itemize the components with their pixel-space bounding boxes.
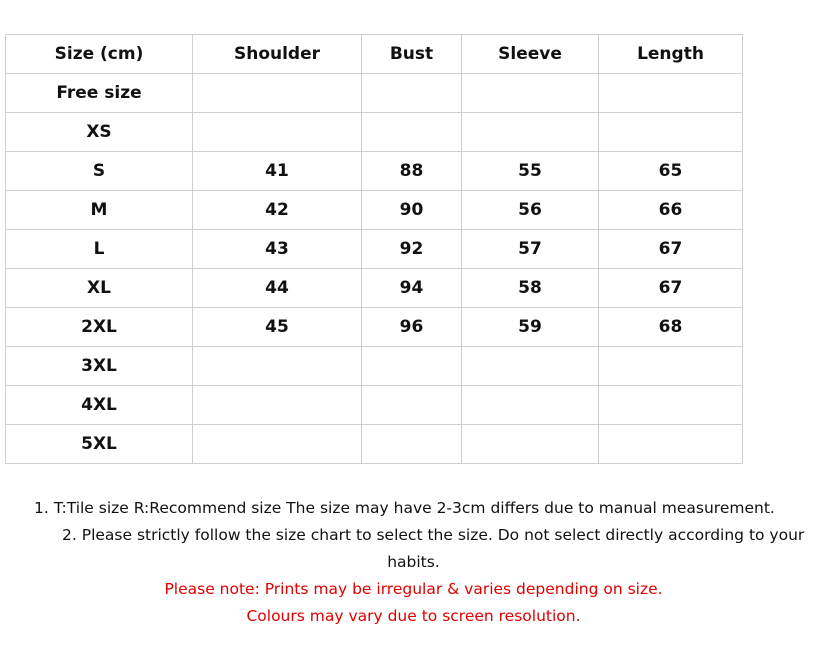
table-cell xyxy=(599,74,743,113)
table-cell: 5XL xyxy=(6,425,193,464)
table-cell: 43 xyxy=(193,230,362,269)
table-row xyxy=(6,269,743,308)
table-cell: 45 xyxy=(193,308,362,347)
table-row xyxy=(6,113,743,152)
table-cell xyxy=(462,386,599,425)
table-row xyxy=(6,425,743,464)
table-cell: L xyxy=(6,230,193,269)
table-cell: 88 xyxy=(362,152,462,191)
table-row xyxy=(6,308,743,347)
table-cell xyxy=(362,113,462,152)
table-cell xyxy=(599,425,743,464)
column-header: Length xyxy=(599,35,743,74)
table-cell xyxy=(362,74,462,113)
table-row xyxy=(6,152,743,191)
table-cell: 57 xyxy=(462,230,599,269)
table-cell: 67 xyxy=(599,269,743,308)
table-cell xyxy=(462,74,599,113)
table-cell xyxy=(462,425,599,464)
table-cell xyxy=(362,386,462,425)
note-line-1: 1. T:Tile size R:Recommend size The size may have 2-3cm differs due to manual measurement. xyxy=(34,499,775,517)
column-header: Bust xyxy=(362,35,462,74)
table-cell xyxy=(193,347,362,386)
column-header: Sleeve xyxy=(462,35,599,74)
table-cell: 96 xyxy=(362,308,462,347)
table-cell xyxy=(193,74,362,113)
table-cell: 59 xyxy=(462,308,599,347)
table-cell: 94 xyxy=(362,269,462,308)
column-header: Shoulder xyxy=(193,35,362,74)
table-cell xyxy=(599,347,743,386)
table-cell: 44 xyxy=(193,269,362,308)
print-warning: Please note: Prints may be irregular & varies depending on size. xyxy=(164,580,663,598)
table-cell xyxy=(599,113,743,152)
table-cell xyxy=(193,113,362,152)
table-row xyxy=(6,386,743,425)
table-row xyxy=(6,230,743,269)
table-cell xyxy=(362,425,462,464)
colour-warning: Colours may vary due to screen resolution. xyxy=(246,607,581,625)
table-cell: 65 xyxy=(599,152,743,191)
table-header-row xyxy=(6,35,743,74)
note-line-2-continued: habits. xyxy=(387,553,440,571)
table-cell: 3XL xyxy=(6,347,193,386)
table-cell xyxy=(462,113,599,152)
table-cell: 4XL xyxy=(6,386,193,425)
table-row xyxy=(6,74,743,113)
table-cell: 56 xyxy=(462,191,599,230)
table-cell: 66 xyxy=(599,191,743,230)
note-line-2: 2. Please strictly follow the size chart to select the size. Do not select directly according to your xyxy=(62,526,805,544)
table-cell: Free size xyxy=(6,74,193,113)
column-header: Size (cm) xyxy=(6,35,193,74)
table-cell xyxy=(193,386,362,425)
table-cell: 55 xyxy=(462,152,599,191)
table-cell xyxy=(599,386,743,425)
table-cell: 67 xyxy=(599,230,743,269)
table-cell: 58 xyxy=(462,269,599,308)
table-cell: M xyxy=(6,191,193,230)
size-chart-table xyxy=(5,34,743,464)
table-cell: 68 xyxy=(599,308,743,347)
table-cell: 92 xyxy=(362,230,462,269)
table-cell xyxy=(193,425,362,464)
table-cell: 90 xyxy=(362,191,462,230)
table-cell: 41 xyxy=(193,152,362,191)
table-cell: XL xyxy=(6,269,193,308)
table-cell xyxy=(462,347,599,386)
table-row xyxy=(6,191,743,230)
table-cell: 2XL xyxy=(6,308,193,347)
table-cell: 42 xyxy=(193,191,362,230)
table-cell: S xyxy=(6,152,193,191)
table-cell: XS xyxy=(6,113,193,152)
table-row xyxy=(6,347,743,386)
table-cell xyxy=(362,347,462,386)
